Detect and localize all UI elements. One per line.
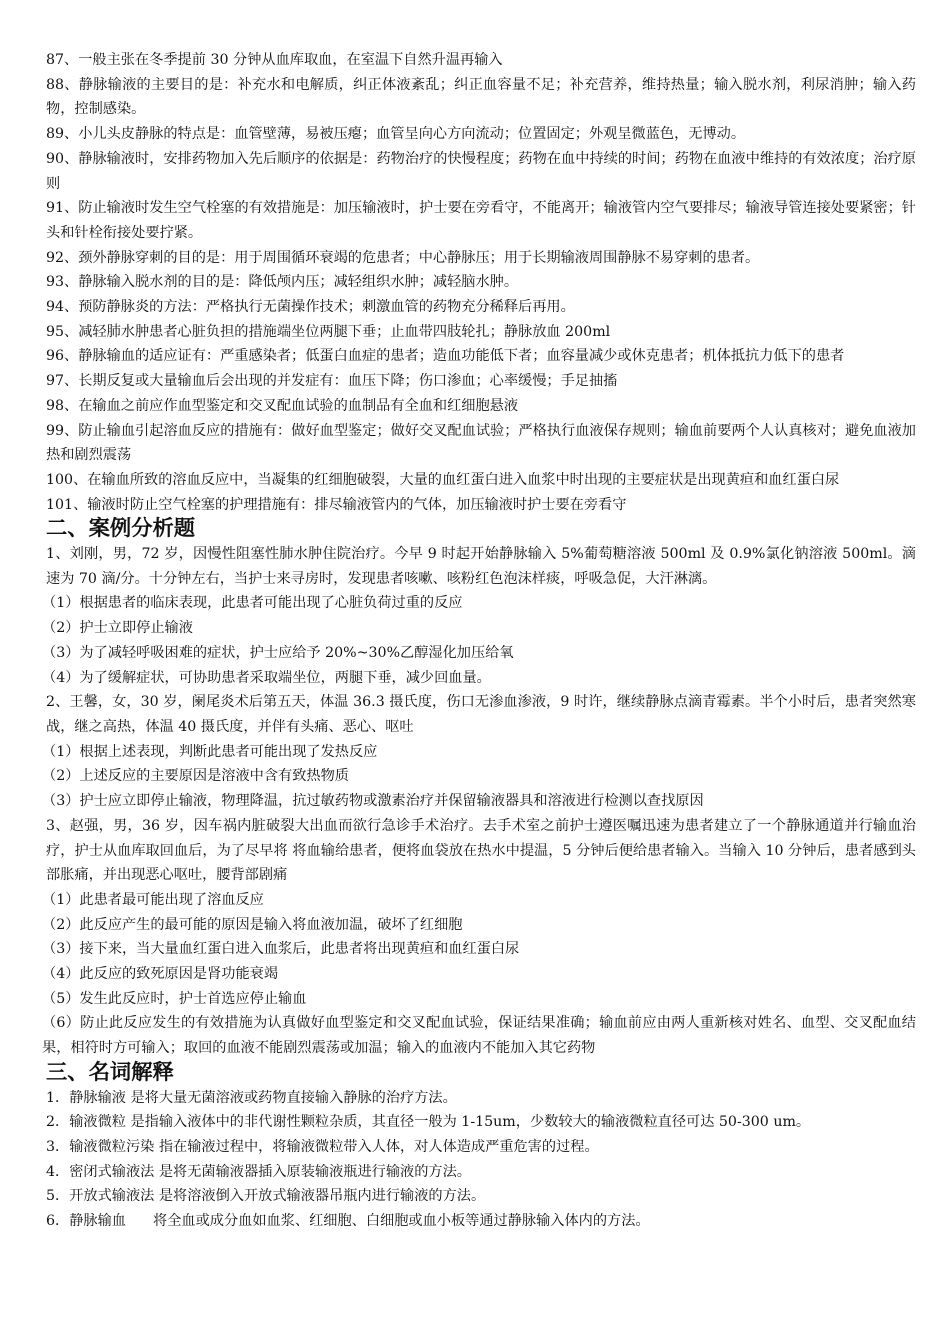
item-93: 93、静脉输入脱水剂的目的是：降低颅内压；减轻组织水肿；减轻脑水肿。	[46, 274, 519, 291]
item-97: 97、长期反复或大量输血后会出现的并发症有：血压下降；伤口渗血；心率缓慢；手足抽搐	[46, 373, 618, 390]
case-3-answer-6: （6）防止此反应发生的有效措施为认真做好血型鉴定和交叉配血试验，保证结果准确；输血前应由两人重新核对姓名、血型、交叉配血结果，相符时方可输入；取回的血液不能剧烈震荡或加温；输入的血液内不能加入其它药物	[42, 1015, 916, 1057]
case-2-answer-2: （2）上述反应的主要原因是溶液中含有致热物质	[42, 768, 349, 785]
section-heading-case-analysis: 二、案例分析题	[46, 516, 196, 542]
item-96: 96、静脉输血的适应证有：严重感染者；低蛋白血症的患者；造血功能低下者；血容量减少或休克患者；机体抵抗力低下的患者	[46, 348, 845, 365]
item-89: 89、小儿头皮静脉的特点是：血管壁薄，易被压瘪；血管呈向心方向流动；位置固定；外观呈微蓝色，无博动。	[46, 126, 746, 143]
case-1	[42, 542, 916, 690]
case-3-description: 3、赵强，男，36 岁，因车祸内脏破裂大出血而欲行急诊手术治疗。去手术室之前护士遵医嘱迅速为患者建立了一个静脉通道并行输血治疗，护士从血库取回血后，为了尽早将 将血输给患者，便将血袋放在热水中提温，5 分钟后便给患者输入。当输入 10 分钟后，患者感到头部胀痛，并出现恶心呕吐，腰背部剧痛	[46, 817, 916, 884]
case-1-answer-1: （1）根据患者的临床表现，此患者可能出现了心脏负荷过重的反应	[42, 595, 463, 612]
item-100: 100、在输血所致的溶血反应中，当凝集的红细胞破裂，大量的血红蛋白进入血浆中时出现的主要症状是出现黄疸和血红蛋白尿	[46, 471, 840, 488]
case-1-answer-4: （4）为了缓解症状，可协助患者采取端坐位，两腿下垂，减少回血量。	[42, 669, 491, 686]
review-items-87-101	[46, 48, 916, 517]
case-1-description: 1、刘刚，男，72 岁，因慢性阻塞性肺水肿住院治疗。今早 9 时起开始静脉输入 5%葡萄糖溶液 500ml 及 0.9%氯化钠溶液 500ml。滴速为 70 滴/分。十分钟左右，当护士来寻房时，发现患者咳嗽、咳粉红色泡沫样痰，呼吸急促，大汗淋漓。	[46, 546, 916, 587]
case-3-answer-4: （4）此反应的致死原因是肾功能衰竭	[42, 966, 279, 983]
term-definitions	[46, 1086, 916, 1234]
case-2-answer-3: （3）护士应立即停止输液，物理降温，抗过敏药物或激素治疗并保留输液器具和溶液进行检测以查找原因	[42, 793, 704, 810]
item-101: 101、输液时防止空气栓塞的护理措施有：排尽输液管内的气体，加压输液时护士要在旁看守	[46, 496, 627, 513]
item-88: 88、静脉输液的主要目的是：补充水和电解质，纠正体液紊乱；纠正血容量不足；补充营养，维持热量；输入脱水剂，利尿消肿；输入药物，控制感染。	[46, 76, 916, 118]
item-94: 94、预防静脉炎的方法：严格执行无菌操作技术；刺激血管的药物充分稀释后再用。	[46, 299, 575, 316]
item-87: 87、一般主张在冬季提前 30 分钟从血库取血，在室温下自然升温再输入	[46, 52, 503, 68]
case-3-answer-5: （5）发生此反应时，护士首选应停止输血	[42, 990, 307, 1007]
item-95: 95、减轻肺水肿患者心脏负担的措施端坐位两腿下垂；止血带四肢轮扎；静脉放血 200ml	[46, 323, 611, 340]
item-92: 92、颈外静脉穿刺的目的是：用于周围循环衰竭的危患者；中心静脉压；用于长期输液周围静脉不易穿刺的患者。	[46, 249, 760, 266]
case-1-answer-2: （2）护士立即停止输液	[42, 620, 193, 637]
case-1-answer-3: （3）为了减轻呼吸困难的症状，护士应给予 20%~30%乙醇湿化加压给氧	[42, 644, 514, 661]
section-heading-term-definitions: 三、名词解释	[46, 1059, 174, 1085]
item-90: 90、静脉输液时，安排药物加入先后顺序的依据是：药物治疗的快慢程度；药物在血中持续的时间；药物在血液中维持的有效浓度；治疗原则	[46, 150, 916, 192]
term-4: 4．密闭式输液法 是将无菌输液器插入原装输液瓶进行输液的方法。	[46, 1163, 471, 1180]
case-3-answer-1: （1）此患者最可能出现了溶血反应	[42, 891, 264, 908]
term-2: 2．输液微粒 是指输入液体中的非代谢性颗粒杂质，其直径一般为 1-15um，少数较大的输液微粒直径可达 50-300 um。	[46, 1114, 811, 1131]
case-2-answer-1: （1）根据上述表现，判断此患者可能出现了发热反应	[42, 743, 378, 760]
case-3	[42, 814, 916, 1061]
case-3-answer-2: （2）此反应产生的最可能的原因是输入将血液加温，破坏了红细胞	[42, 916, 463, 933]
term-5: 5．开放式输液法 是将溶液倒入开放式输液器吊瓶内进行输液的方法。	[46, 1188, 486, 1205]
case-3-answer-3: （3）接下来，当大量血红蛋白进入血浆后，此患者将出现黄疸和血红蛋白尿	[42, 941, 520, 958]
term-1: 1．静脉输液 是将大量无菌溶液或药物直接输入静脉的治疗方法。	[46, 1089, 457, 1106]
term-3: 3．输液微粒污染 指在输液过程中，将输液微粒带入人体，对人体造成严重危害的过程。	[46, 1138, 599, 1155]
item-98: 98、在输血之前应作血型鉴定和交叉配血试验的血制品有全血和红细胞悬液	[46, 397, 519, 414]
term-6: 6．静脉输血 将全血或成分血如血浆、红细胞、白细胞或血小板等通过静脉输入体内的方法。	[46, 1213, 650, 1230]
case-2	[42, 690, 916, 814]
item-91: 91、防止输液时发生空气栓塞的有效措施是：加压输液时，护士要在旁看守，不能离开；输液管内空气要排尽；输液导管连接处要紧密；针头和针栓衔接处要拧紧。	[46, 200, 916, 241]
case-2-description: 2、王馨，女，30 岁，阑尾炎术后第五天，体温 36.3 摄氏度，伤口无渗血渗液，9 时许，继续静脉点滴青霉素。半个小时后，患者突然寒战，继之高热，体温 40 摄氏度，并伴有头痛、恶心、呕吐	[46, 694, 916, 735]
item-99: 99、防止输血引起溶血反应的措施有：做好血型鉴定；做好交叉配血试验；严格执行血液保存规则；输血前要两个人认真核对；避免血液加热和剧烈震荡	[46, 422, 916, 464]
